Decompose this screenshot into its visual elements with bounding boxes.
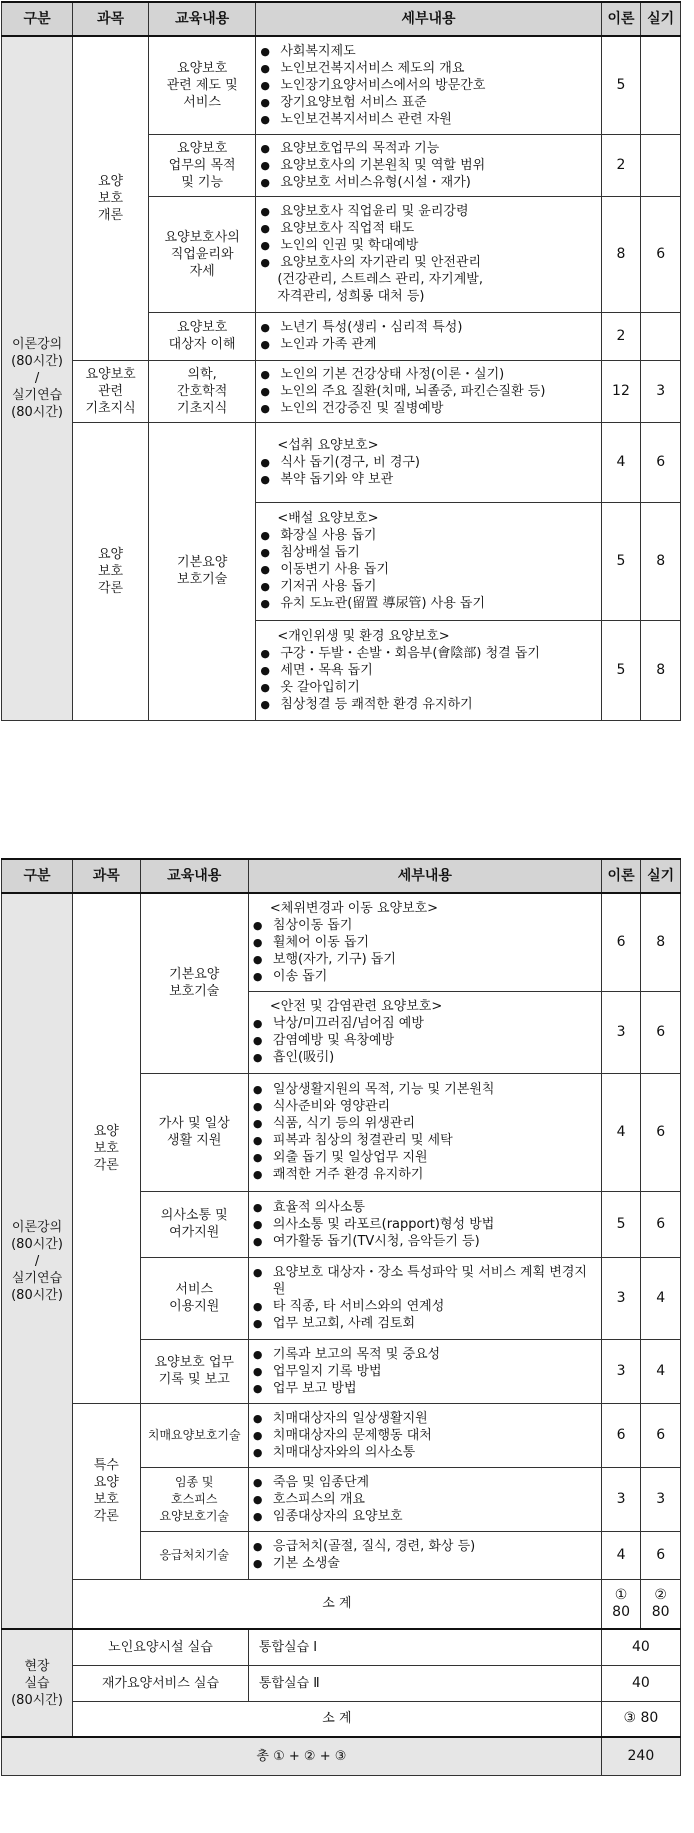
field-content: 통합실습 Ⅰ [248, 1629, 601, 1665]
detail-cell [256, 620, 601, 720]
detail-item: ● 노인의 건강증진 및 질병예방 [259, 400, 597, 417]
group-title: <안전 및 감염관련 요양보호> [269, 999, 443, 1014]
detail-item: ● 노인보건복지서비스 관련 자원 [259, 111, 597, 128]
theory-hours: 6 [601, 893, 641, 991]
header-subject: 과목 [73, 859, 141, 893]
detail-item: ● 화장실 사용 돕기 [259, 527, 597, 544]
detail-item: ● 옷 갈아입히기 [259, 679, 597, 696]
practice-hours: 6 [641, 422, 681, 502]
practice-hours: 6 [641, 991, 681, 1073]
theory-hours: 4 [601, 422, 641, 502]
detail-cell [256, 360, 601, 422]
detail-cell [248, 1339, 601, 1403]
detail-item: ● 치매대상자의 문제행동 대처 [252, 1427, 598, 1444]
detail-item: ● 식사 돕기(경구, 비 경구) [259, 454, 597, 471]
detail-item: ● 기록과 보고의 목적 및 중요성 [252, 1346, 598, 1363]
theory-hours: 5 [601, 502, 641, 620]
practice-hours: 6 [641, 1191, 681, 1257]
detail-item: ● 감염예방 및 욕창예방 [252, 1032, 598, 1049]
theory-hours: 4 [601, 1073, 641, 1191]
detail-item: ● 외출 돕기 및 일상업무 지원 [252, 1149, 598, 1166]
theory-hours: 2 [601, 312, 641, 360]
practice-hours: 6 [641, 1531, 681, 1579]
detail-item: ● 타 직종, 타 서비스와의 연계성 [252, 1298, 598, 1315]
detail-item: ● 노인의 기본 건강상태 사정(이론・실기) [259, 366, 597, 383]
detail-item: ● 효율적 의사소통 [252, 1199, 598, 1216]
detail-cell [256, 502, 601, 620]
practice-hours [641, 312, 681, 360]
detail-item: ● 사회복지제도 [259, 43, 597, 60]
detail-item: ● 죽음 및 임종단계 [252, 1474, 598, 1491]
subject-each: 요양 보호 각론 [73, 893, 141, 1403]
detail-item: ● 치매대상자의 일상생활지원 [252, 1410, 598, 1427]
detail-item: ● 낙상/미끄러짐/넘어짐 예방 [252, 1015, 598, 1032]
content-cell: 요양보호 업무 기록 및 보고 [140, 1339, 248, 1403]
detail-cell [248, 991, 601, 1073]
detail-item: ● 기저귀 사용 돕기 [259, 578, 597, 595]
theory-hours: 8 [601, 196, 641, 312]
content-cell: 요양보호 대상자 이해 [148, 312, 255, 360]
practice-hours: 6 [641, 1073, 681, 1191]
subtotal-practice: ② 80 [641, 1579, 681, 1629]
content-cell: 기본요양 보호기술 [140, 893, 248, 1073]
detail-item: ● 식품, 식기 등의 위생관리 [252, 1115, 598, 1132]
detail-item: ● 여가활동 돕기(TV시청, 음악듣기 등) [252, 1233, 598, 1250]
subject-intro: 요양 보호 개론 [73, 36, 149, 360]
practice-hours: 4 [641, 1257, 681, 1339]
field-subtotal-label: 소 계 [73, 1701, 602, 1737]
practice-hours: 8 [641, 502, 681, 620]
detail-cell [248, 1467, 601, 1531]
theory-hours: 12 [601, 360, 641, 422]
content-cell: 서비스 이용지원 [140, 1257, 248, 1339]
total-value: 240 [601, 1737, 680, 1775]
content-cell: 의사소통 및 여가지원 [140, 1191, 248, 1257]
category-theory-cell: 이론강의 (80시간) / 실기연습 (80시간) [2, 36, 73, 720]
detail-cell [256, 312, 601, 360]
header-detail: 세부내용 [256, 2, 601, 36]
detail-item: ● 쾌적한 거주 환경 유지하기 [252, 1166, 598, 1183]
detail-item: ● 유치 도뇨관(留置 導尿管) 사용 돕기 [259, 595, 597, 612]
detail-cell [248, 1403, 601, 1467]
detail-item: ● 보행(자가, 기구) 돕기 [252, 951, 598, 968]
detail-item: ● 치매대상자와의 의사소통 [252, 1444, 598, 1461]
practice-hours: 6 [641, 1403, 681, 1467]
theory-hours: 3 [601, 1467, 641, 1531]
group-title: <개인위생 및 환경 요양보호> [277, 628, 450, 644]
header-gubun: 구분 [2, 859, 73, 893]
practice-hours: 3 [641, 1467, 681, 1531]
practice-hours: 8 [641, 893, 681, 991]
header-content: 교육내용 [148, 2, 255, 36]
detail-item: ● 호스피스의 개요 [252, 1491, 598, 1508]
subject-special: 특수 요양 보호 각론 [73, 1403, 141, 1579]
field-subtotal-value: ③ 80 [601, 1701, 680, 1737]
field-hours: 40 [601, 1665, 680, 1701]
detail-cell [248, 1191, 601, 1257]
detail-item: ● 구강・두발・손발・회음부(會陰部) 청결 돕기 [259, 645, 597, 662]
total-label: 총 ① + ② + ③ [2, 1737, 602, 1775]
detail-item: ● 노인장기요양서비스에서의 방문간호 [259, 77, 597, 94]
detail-item: ● 요양보호사 직업윤리 및 윤리강령 [259, 203, 597, 220]
detail-item: ● 요양보호 대상자・장소 특성파악 및 서비스 계획 변경지원 [252, 1264, 598, 1298]
detail-cell: ● 요양보호사 직업윤리 및 윤리강령 ● 요양보호사 직업적 태도 ● 노인의 인권 및 학대예방 ● 요양보호사의 자기관리 및 안전관리 (건강관리, 스트레스 관리, 자기계발, 자격관리, 성희롱 대처 등) [256, 196, 601, 312]
detail-item: ● 요양보호사의 기본원칙 및 역할 범위 [259, 157, 597, 174]
header-content: 교육내용 [140, 859, 248, 893]
detail-item: ● 노인의 주요 질환(치매, 뇌졸중, 파킨슨질환 등) [259, 383, 597, 400]
detail-item: ● 일상생활지원의 목적, 기능 및 기본원칙 [252, 1081, 598, 1098]
field-subject: 노인요양시설 실습 [73, 1629, 249, 1665]
detail-item: ● 피복과 침상의 청결관리 및 세탁 [252, 1132, 598, 1149]
content-cell: 치매요양보호기술 [140, 1403, 248, 1467]
content-cell: 응급처치기술 [140, 1531, 248, 1579]
theory-hours: 3 [601, 991, 641, 1073]
category-theory-cell: 이론강의 (80시간) / 실기연습 (80시간) [2, 893, 73, 1629]
detail-cell [248, 1257, 601, 1339]
theory-hours: 5 [601, 620, 641, 720]
detail-item: ● 세면・목욕 돕기 [259, 662, 597, 679]
group-title: <배설 요양보호> [277, 511, 379, 526]
detail-item: ● 요양보호사의 자기관리 및 안전관리 [259, 254, 597, 271]
theory-hours: 5 [601, 36, 641, 134]
content-cell: 임종 및 호스피스 요양보호기술 [140, 1467, 248, 1531]
content-cell: 기본요양 보호기술 [148, 422, 255, 720]
category-field-cell: 현장 실습 (80시간) [2, 1629, 73, 1737]
field-hours: 40 [601, 1629, 680, 1665]
subject-each: 요양 보호 각론 [73, 422, 149, 720]
practice-hours [641, 134, 681, 196]
detail-item: ● 식사준비와 영양관리 [252, 1098, 598, 1115]
detail-item: ● 요양보호사 직업적 태도 [259, 220, 597, 237]
detail-item: ● 이송 돕기 [252, 968, 598, 985]
practice-hours: 8 [641, 620, 681, 720]
header-theory: 이론 [601, 859, 641, 893]
curriculum-table-2 [1, 858, 681, 1776]
group-title: <섭취 요양보호> [277, 437, 379, 453]
subtotal-theory: ① 80 [601, 1579, 641, 1629]
detail-cell [256, 134, 601, 196]
detail-item: ● 노년기 특성(생리・심리적 특성) [259, 319, 597, 336]
detail-item: ● 의사소통 및 라포르(rapport)형성 방법 [252, 1216, 598, 1233]
practice-hours: 4 [641, 1339, 681, 1403]
content-cell: 가사 및 일상 생활 지원 [140, 1073, 248, 1191]
detail-item: ● 침상청결 등 쾌적한 환경 유지하기 [259, 696, 597, 713]
detail-cell [256, 422, 601, 502]
header-practice: 실기 [641, 2, 681, 36]
detail-item: ● 노인의 인권 및 학대예방 [259, 237, 597, 254]
detail-item: ● 기본 소생술 [252, 1555, 598, 1572]
theory-hours: 3 [601, 1339, 641, 1403]
detail-cell [248, 1531, 601, 1579]
detail-item: ● 임종대상자의 요양보호 [252, 1508, 598, 1525]
detail-item: ● 업무 보고 방법 [252, 1380, 598, 1397]
content-cell: 요양보호사의 직업윤리와 자세 [148, 196, 255, 312]
group-title: <체위변경과 이동 요양보호> [269, 900, 439, 916]
header-gubun: 구분 [2, 2, 73, 36]
header-detail: 세부내용 [248, 859, 601, 893]
header-subject: 과목 [73, 2, 149, 36]
content-cell: 요양보호 업무의 목적 및 기능 [148, 134, 255, 196]
detail-item: ● 침상이동 돕기 [252, 917, 598, 934]
theory-hours: 5 [601, 1191, 641, 1257]
detail-item: ● 장기요양보험 서비스 표준 [259, 94, 597, 111]
theory-hours: 2 [601, 134, 641, 196]
practice-hours: 6 [641, 196, 681, 312]
content-cell: 요양보호 관련 제도 및 서비스 [148, 36, 255, 134]
detail-item: ● 업무일지 기록 방법 [252, 1363, 598, 1380]
detail-item: ● 노인보건복지서비스 제도의 개요 [259, 60, 597, 77]
detail-item: ● 이동변기 사용 돕기 [259, 561, 597, 578]
content-cell: 의학, 간호학적 기초지식 [148, 360, 255, 422]
theory-hours: 3 [601, 1257, 641, 1339]
header-practice: 실기 [641, 859, 681, 893]
curriculum-table-1 [1, 1, 681, 721]
subject-basic: 요양보호 관련 기초지식 [73, 360, 149, 422]
header-theory: 이론 [601, 2, 641, 36]
detail-item: ● 노인과 가족 관계 [259, 336, 597, 353]
practice-hours: 3 [641, 360, 681, 422]
subtotal-label: 소 계 [73, 1579, 602, 1629]
detail-cell [256, 36, 601, 134]
detail-item: ● 휠체어 이동 돕기 [252, 934, 598, 951]
theory-hours: 6 [601, 1403, 641, 1467]
detail-item: ● 응급처치(골절, 질식, 경련, 화상 등) [252, 1538, 598, 1555]
detail-item: ● 업무 보고회, 사례 검토회 [252, 1315, 598, 1332]
detail-item: ● 요양보호업무의 목적과 기능 [259, 140, 597, 157]
detail-cell [248, 1073, 601, 1191]
detail-item: ● 요양보호 서비스유형(시설・재가) [259, 174, 597, 191]
detail-item: ● 복약 돕기와 약 보관 [259, 471, 597, 488]
theory-hours: 4 [601, 1531, 641, 1579]
detail-item: ● 흡인(吸引) [252, 1049, 598, 1066]
field-content: 통합실습 Ⅱ [248, 1665, 601, 1701]
practice-hours [641, 36, 681, 134]
detail-cell [248, 893, 601, 991]
detail-item: ● 침상배설 돕기 [259, 544, 597, 561]
field-subject: 재가요양서비스 실습 [73, 1665, 249, 1701]
